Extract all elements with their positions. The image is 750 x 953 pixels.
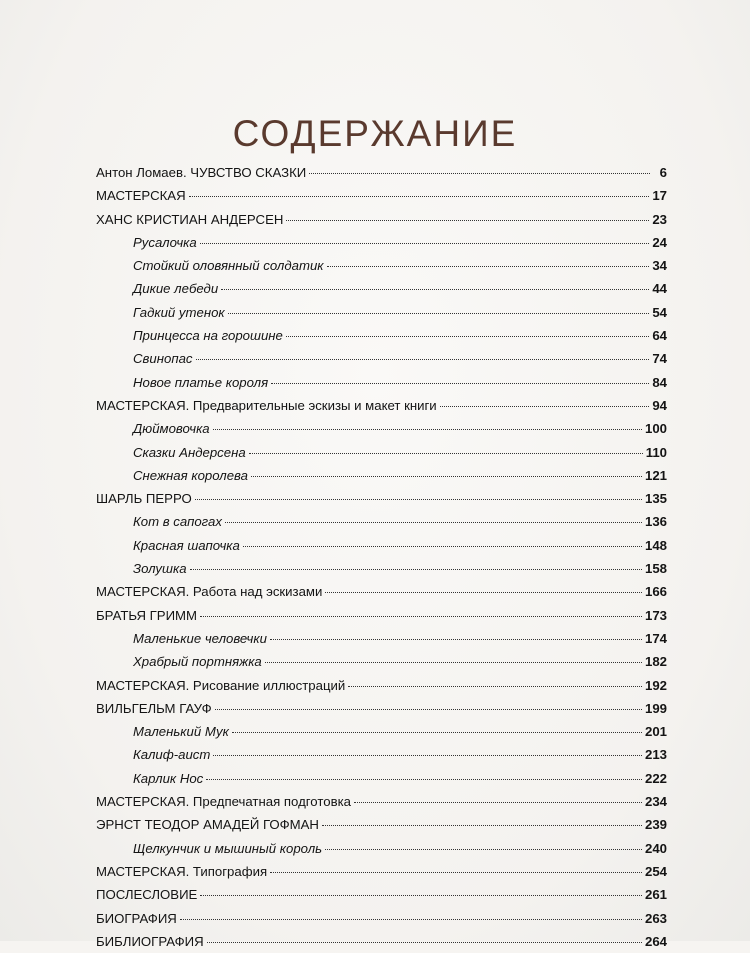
toc-entry [96, 487, 667, 510]
toc-entry-title: МАСТЕРСКАЯ. Предварительные эскизы и макет книги [96, 397, 437, 413]
dot-leader [225, 522, 642, 523]
dot-leader [243, 546, 642, 547]
dot-leader [207, 942, 642, 943]
toc-entry-title: Новое платье короля [133, 374, 269, 390]
toc-entry-title: Золушка [133, 561, 187, 577]
toc-entry-page: 263 [644, 910, 667, 926]
toc-entry-title: БИОГРАФИЯ [96, 910, 177, 926]
toc-entry-page: 34 [652, 258, 667, 274]
toc-entry-page: 201 [644, 724, 667, 740]
toc-entry-title: Карлик Нос [133, 770, 204, 786]
toc-entry-page: 121 [644, 467, 667, 483]
toc-entry-title: Красная шапочка [133, 537, 240, 553]
toc-entry-title: БРАТЬЯ ГРИММ [96, 607, 198, 623]
dot-leader [196, 359, 650, 360]
dot-leader [200, 895, 642, 896]
toc-entry-title: ВИЛЬГЕЛЬМ ГАУФ [96, 700, 212, 716]
toc-entry-title: ПОСЛЕСЛОВИЕ [96, 887, 198, 903]
dot-leader [325, 849, 642, 850]
toc-entry [96, 767, 667, 790]
toc-entry-page: 240 [644, 840, 667, 856]
dot-leader [265, 662, 642, 663]
toc-entry-page: 17 [652, 188, 667, 204]
toc-entry [96, 231, 667, 254]
dot-leader [271, 383, 649, 384]
dot-leader [189, 196, 650, 197]
toc-entry-title: МАСТЕРСКАЯ. Работа над эскизами [96, 584, 323, 600]
dot-leader [309, 173, 650, 174]
toc-entry [96, 301, 667, 324]
toc-entry-page: 64 [652, 328, 667, 344]
toc-entry-page: 234 [644, 794, 667, 810]
toc-entry [96, 743, 667, 766]
toc-entry-title: Принцесса на горошине [133, 328, 283, 344]
toc-entry-page: 110 [645, 444, 667, 460]
toc-entry-page: 261 [644, 887, 667, 903]
table-of-contents [96, 161, 667, 953]
toc-entry-page: 166 [644, 584, 667, 600]
toc-entry-page: 100 [644, 421, 667, 437]
toc-entry-page: 136 [644, 514, 667, 530]
toc-entry-title: БИБЛИОГРАФИЯ [96, 933, 204, 949]
dot-leader [215, 709, 642, 710]
dot-leader [213, 429, 642, 430]
toc-entry-page: 148 [644, 537, 667, 553]
toc-entry [96, 907, 667, 930]
toc-entry-title: Снежная королева [133, 467, 248, 483]
toc-entry-page: 173 [644, 607, 667, 623]
toc-entry [96, 184, 667, 207]
toc-entry [96, 930, 667, 953]
dot-leader [348, 686, 642, 687]
toc-entry [96, 790, 667, 813]
dot-leader [200, 243, 650, 244]
dot-leader [286, 220, 649, 221]
toc-entry-page: 94 [652, 397, 667, 413]
dot-leader [213, 755, 642, 756]
toc-entry [96, 580, 667, 603]
dot-leader [270, 639, 642, 640]
dot-leader [327, 266, 650, 267]
toc-entry [96, 208, 667, 231]
dot-leader [190, 569, 642, 570]
toc-entry [96, 650, 667, 673]
dot-leader [354, 802, 642, 803]
toc-entry-title: Дикие лебеди [133, 281, 219, 297]
toc-entry [96, 720, 667, 743]
dot-leader [180, 919, 642, 920]
dot-leader [322, 825, 642, 826]
toc-entry [96, 837, 667, 860]
toc-entry-page: 24 [652, 234, 667, 250]
toc-entry-page: 23 [652, 211, 667, 227]
toc-entry [96, 627, 667, 650]
toc-entry [96, 464, 667, 487]
toc-entry-page: 239 [644, 817, 667, 833]
toc-entry [96, 697, 667, 720]
dot-leader [206, 779, 642, 780]
toc-entry [96, 347, 667, 370]
toc-entry [96, 441, 667, 464]
toc-entry-title: Стойкий оловянный солдатик [133, 258, 324, 274]
toc-entry-page: 84 [652, 374, 667, 390]
toc-entry-title: МАСТЕРСКАЯ. Типография [96, 863, 268, 879]
toc-entry [96, 510, 667, 533]
dot-leader [286, 336, 649, 337]
toc-entry-title: Антон Ломаев. ЧУВСТВО СКАЗКИ [96, 165, 307, 180]
toc-entry-title: Гадкий утенок [133, 304, 225, 320]
toc-entry-page: 254 [644, 863, 667, 879]
toc-entry-page: 174 [644, 630, 667, 646]
toc-entry-page: 222 [644, 770, 667, 786]
dot-leader [251, 476, 642, 477]
dot-leader [232, 732, 642, 733]
dot-leader [440, 406, 650, 407]
toc-entry-page: 54 [652, 304, 667, 320]
toc-entry-page: 74 [652, 351, 667, 367]
toc-entry-title: МАСТЕРСКАЯ [96, 188, 186, 204]
toc-entry-title: МАСТЕРСКАЯ. Рисование иллюстраций [96, 677, 346, 693]
toc-entry-title: Маленький Мук [133, 724, 229, 740]
toc-entry-page: 6 [659, 165, 667, 180]
toc-entry-title: Храбрый портняжка [133, 654, 262, 670]
dot-leader [228, 313, 650, 314]
toc-entry-page: 44 [652, 281, 667, 297]
toc-entry [96, 161, 667, 184]
toc-entry-title: МАСТЕРСКАЯ. Предпечатная подготовка [96, 794, 351, 810]
toc-entry-title: ХАНС КРИСТИАН АНДЕРСЕН [96, 211, 284, 227]
toc-entry-title: Свинопас [133, 351, 193, 367]
dot-leader [221, 289, 649, 290]
toc-entry [96, 277, 667, 300]
toc-entry-title: Дюймовочка [133, 421, 210, 437]
toc-entry [96, 883, 667, 906]
toc-entry-page: 182 [644, 654, 667, 670]
dot-leader [249, 453, 643, 454]
toc-entry [96, 371, 667, 394]
toc-entry-page: 264 [644, 933, 667, 949]
dot-leader [325, 592, 642, 593]
toc-entry-page: 158 [644, 561, 667, 577]
toc-entry-page: 213 [644, 747, 667, 763]
toc-entry-title: ШАРЛЬ ПЕРРО [96, 491, 192, 507]
toc-entry-title: Маленькие человечки [133, 630, 267, 646]
toc-entry-title: Сказки Андерсена [133, 444, 246, 460]
toc-entry [96, 860, 667, 883]
page-title: СОДЕРЖАНИЕ [232, 112, 518, 154]
toc-entry [96, 324, 667, 347]
toc-entry-title: Щелкунчик и мышиный король [133, 840, 323, 856]
toc-entry [96, 417, 667, 440]
toc-entry-page: 135 [644, 491, 667, 507]
toc-entry-title: ЭРНСТ ТЕОДОР АМАДЕЙ ГОФМАН [96, 817, 319, 833]
toc-entry [96, 674, 667, 697]
dot-leader [195, 499, 642, 500]
dot-leader [200, 616, 642, 617]
toc-entry [96, 254, 667, 277]
toc-entry-page: 192 [644, 677, 667, 693]
toc-entry [96, 394, 667, 417]
toc-entry-title: Кот в сапогах [133, 514, 222, 530]
toc-entry-title: Калиф-аист [133, 747, 211, 763]
toc-entry [96, 557, 667, 580]
toc-entry [96, 604, 667, 627]
toc-entry [96, 534, 667, 557]
toc-entry-title: Русалочка [133, 234, 197, 250]
dot-leader [270, 872, 642, 873]
toc-entry [96, 813, 667, 836]
toc-entry-page: 199 [644, 700, 667, 716]
